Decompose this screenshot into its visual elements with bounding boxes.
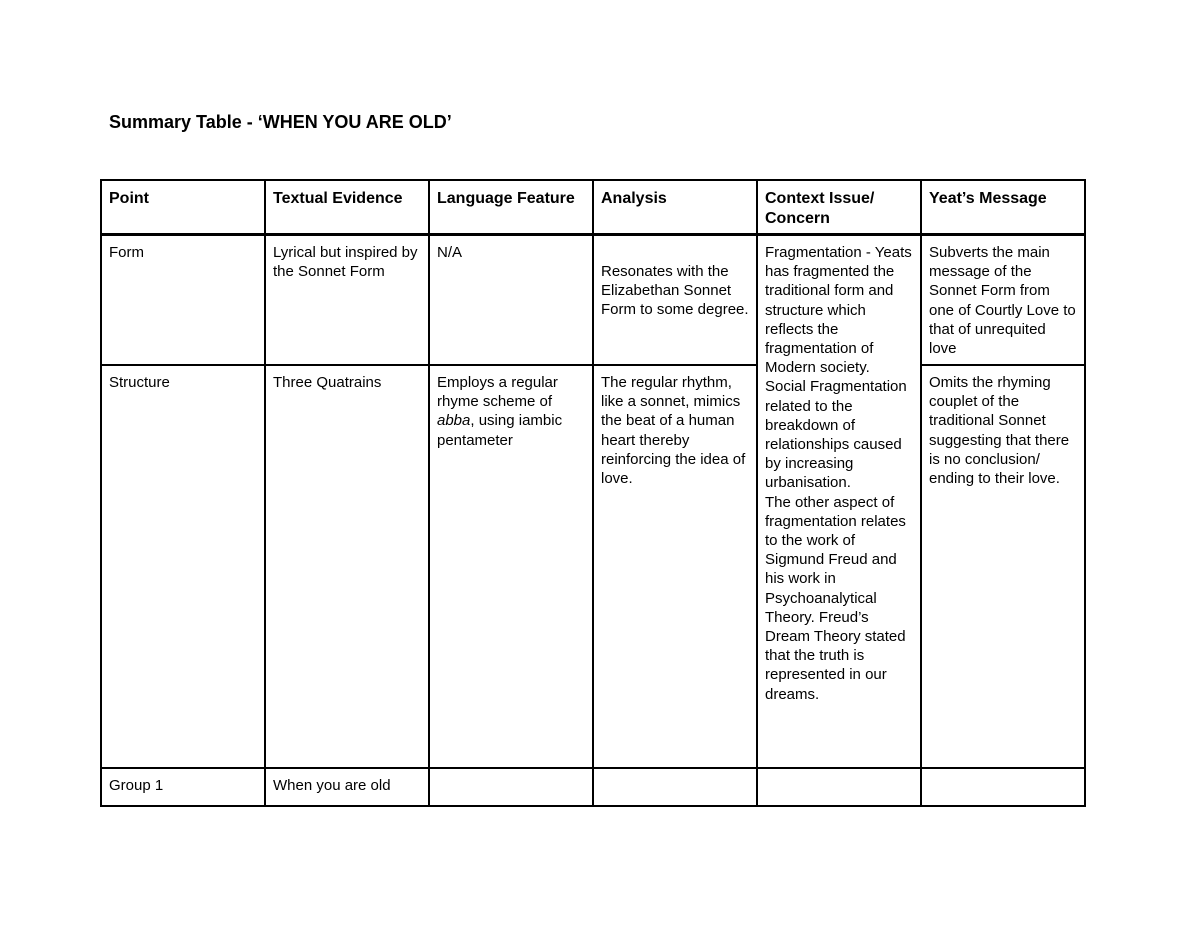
context-shared-cell — [757, 235, 921, 769]
structure-point: Structure — [101, 365, 265, 768]
form-point: Form — [101, 235, 265, 366]
header-context-concern: Context Issue/ Concern — [757, 180, 921, 235]
group1-message — [921, 768, 1085, 806]
structure-analysis: The regular rhythm, like a sonnet, mimics the beat of a human heart thereby reinforcing the idea of love. — [593, 365, 757, 768]
form-language: N/A — [429, 235, 593, 366]
structure-language-emphasis: abba — [437, 412, 471, 430]
form-analysis-cell — [593, 235, 757, 366]
header-analysis: Analysis — [593, 180, 757, 235]
group1-context — [757, 768, 921, 806]
structure-language-cell — [429, 365, 593, 768]
form-evidence: Lyrical but inspired by the Sonnet Form — [265, 235, 429, 366]
header-yeats-message: Yeat’s Message — [921, 180, 1085, 235]
table-row-group-1 — [101, 768, 1085, 806]
table-row-structure — [101, 365, 1085, 768]
context-social-fragmentation: Social Fragmentation related to the breakdown of relationships caused by increasing urbanisation. — [765, 378, 907, 492]
context-fragmentation: Fragmentation - Yeats has fragmented the traditional form and structure which reflects the fragmentation of Modern society. — [765, 244, 912, 377]
table-header-row — [101, 180, 1085, 235]
structure-evidence: Three Quatrains — [265, 365, 429, 768]
header-point: Point — [101, 180, 265, 235]
table-row-form — [101, 235, 1085, 366]
form-analysis: Resonates with the Elizabethan Sonnet Form to some degree. — [601, 263, 749, 319]
form-message: Subverts the main message of the Sonnet Form from one of Courtly Love to that of unrequited love — [921, 235, 1085, 366]
document-title: Summary Table - ‘WHEN YOU ARE OLD’ — [109, 112, 452, 132]
group1-point: Group 1 — [101, 768, 265, 806]
summary-table — [100, 179, 1086, 807]
structure-language-after: , using iambic pentameter — [437, 412, 563, 449]
context-freud: The other aspect of fragmentation relates to the work of Sigmund Freud and his work in Psychoanalytical Theory. Freud’s Dream Theory stated that the truth is represented in our dreams. — [765, 493, 906, 703]
structure-language-before: Employs a regular rhyme scheme of — [437, 374, 558, 411]
group1-evidence: When you are old — [265, 768, 429, 806]
group1-language — [429, 768, 593, 806]
group1-analysis — [593, 768, 757, 806]
header-textual-evidence: Textual Evidence — [265, 180, 429, 235]
header-language-feature: Language Feature — [429, 180, 593, 235]
structure-message: Omits the rhyming couplet of the traditional Sonnet suggesting that there is no conclusion/ ending to their love. — [921, 365, 1085, 768]
